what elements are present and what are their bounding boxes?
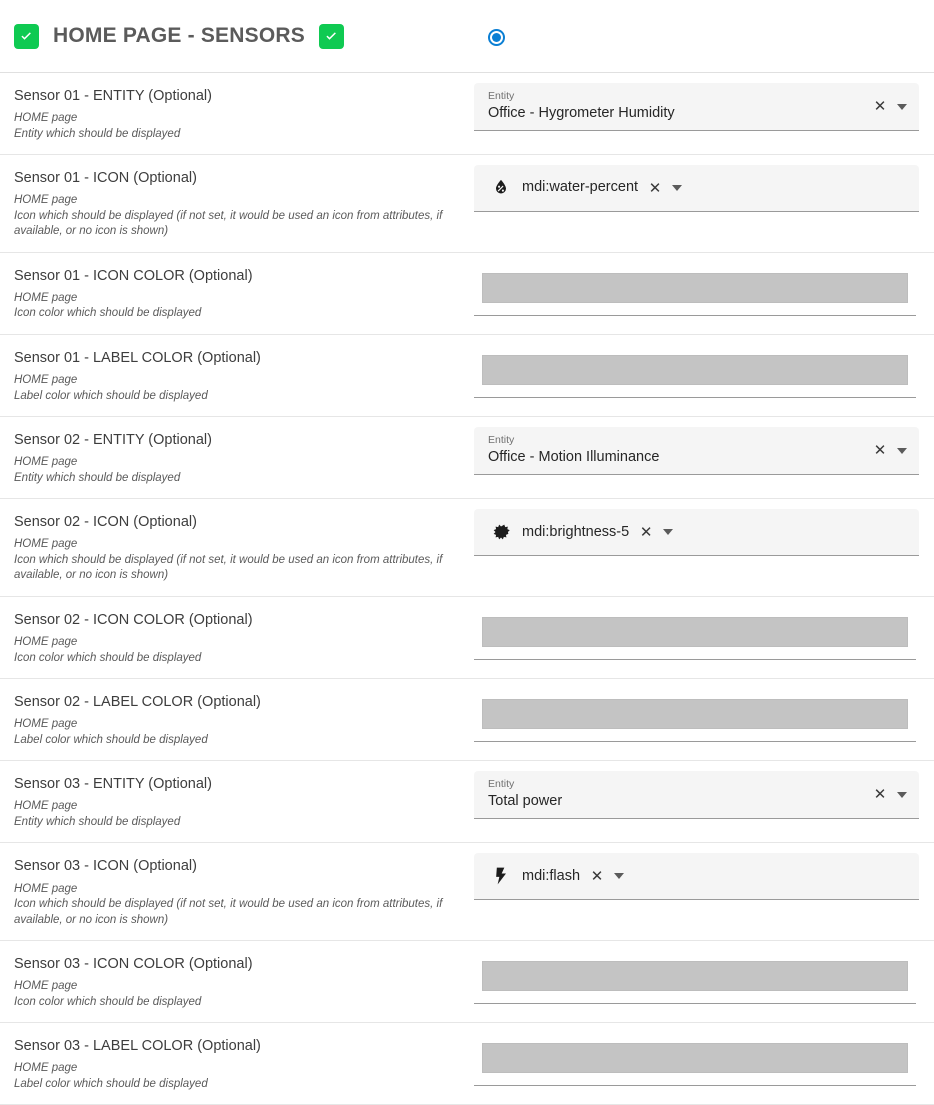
setting-row (0, 335, 934, 417)
clear-icon[interactable]: ✕ (873, 98, 887, 115)
setting-row-title: Sensor 03 - ICON COLOR (Optional) (14, 956, 253, 973)
setting-row-page: HOME page (14, 636, 78, 649)
color-swatch[interactable] (482, 355, 908, 385)
icon-picker-actions (646, 179, 684, 197)
setting-row-description (0, 1023, 474, 1104)
setting-row (0, 499, 934, 597)
radio-outer-ring (488, 29, 505, 46)
setting-row-control (474, 155, 934, 222)
header-checkbox-right[interactable] (319, 24, 344, 49)
setting-row-page: HOME page (14, 291, 78, 304)
entity-picker-body (488, 429, 863, 473)
page-header (0, 0, 934, 73)
setting-row-description (0, 155, 474, 252)
setting-row-title: Sensor 01 - LABEL COLOR (Optional) (14, 349, 261, 366)
setting-row-page: HOME page (14, 800, 78, 813)
entity-field-label: Entity (488, 89, 515, 102)
icon-picker[interactable] (474, 509, 919, 556)
setting-row-help-text: Icon color which should be displayed (14, 307, 202, 320)
setting-row (0, 679, 934, 761)
setting-row-help-text: Icon which should be displayed (if not set, it would be used an icon from attributes, if available, or no icon is shown) (14, 209, 443, 238)
setting-row-title: Sensor 02 - ENTITY (Optional) (14, 432, 212, 449)
setting-row-description (0, 499, 474, 596)
setting-row-description (0, 941, 474, 1022)
setting-row-description (0, 73, 474, 154)
flash-icon (488, 866, 514, 886)
brightness-5-icon (488, 522, 514, 542)
setting-row-control (474, 1023, 934, 1096)
setting-row-control (474, 843, 934, 910)
clear-icon[interactable]: ✕ (873, 786, 887, 804)
setting-row-help-text: Entity which should be displayed (14, 815, 181, 828)
icon-field-value[interactable]: mdi:water-percent (522, 179, 639, 196)
icon-picker-actions (637, 523, 675, 541)
setting-row-title: Sensor 02 - ICON (Optional) (14, 514, 197, 531)
entity-picker-body (488, 773, 863, 817)
setting-row-page: HOME page (14, 980, 78, 993)
setting-row-page: HOME page (14, 1062, 78, 1075)
setting-row-description (0, 253, 474, 334)
page-title: HOME PAGE - SENSORS (53, 24, 305, 47)
color-swatch[interactable] (482, 961, 908, 991)
setting-row-description (0, 417, 474, 498)
header-checkbox-left[interactable] (14, 24, 39, 49)
entity-field-value[interactable]: Office - Hygrometer Humidity (488, 105, 675, 122)
color-picker-field[interactable] (474, 345, 916, 398)
setting-row-control (474, 941, 934, 1014)
setting-row-control (474, 761, 934, 829)
setting-row-page: HOME page (14, 538, 78, 551)
setting-row (0, 597, 934, 679)
setting-row-control (474, 335, 934, 408)
radio-inner-dot (492, 33, 501, 42)
setting-row-help-text: Icon which should be displayed (if not set, it would be used an icon from attributes, if available, or no icon is shown) (14, 553, 443, 582)
setting-row-description (0, 761, 474, 842)
chevron-down-icon[interactable] (897, 104, 907, 110)
setting-row (0, 73, 934, 155)
icon-field-value[interactable]: mdi:flash (522, 867, 581, 884)
setting-row-title: Sensor 02 - ICON COLOR (Optional) (14, 611, 253, 628)
setting-row-description (0, 597, 474, 678)
setting-row-help-text: Label color which should be displayed (14, 733, 208, 746)
chevron-down-icon[interactable] (614, 873, 624, 879)
setting-row-help-text: Icon color which should be displayed (14, 995, 202, 1008)
entity-picker-body (488, 85, 863, 129)
color-swatch[interactable] (482, 1043, 908, 1073)
color-picker-field[interactable] (474, 1033, 916, 1086)
header-radio-button[interactable] (484, 25, 508, 49)
water-percent-icon (488, 178, 514, 198)
setting-row (0, 761, 934, 843)
entity-picker-actions (871, 98, 909, 116)
clear-icon[interactable]: ✕ (648, 179, 662, 197)
setting-row (0, 941, 934, 1023)
icon-picker-actions (588, 867, 626, 885)
setting-row-control (474, 679, 934, 752)
setting-row (0, 155, 934, 253)
entity-picker[interactable] (474, 771, 919, 819)
entity-picker-actions (871, 786, 909, 804)
setting-row-help-text: Entity which should be displayed (14, 471, 181, 484)
setting-row-page: HOME page (14, 882, 78, 895)
setting-row-help-text: Entity which should be displayed (14, 127, 181, 140)
entity-picker-actions (871, 442, 909, 460)
clear-icon[interactable]: ✕ (873, 442, 887, 460)
setting-row-help-text: Icon color which should be displayed (14, 651, 202, 664)
setting-row-control (474, 73, 934, 141)
setting-row-page: HOME page (14, 718, 78, 731)
chevron-down-icon[interactable] (897, 448, 907, 454)
setting-row (0, 253, 934, 335)
chevron-down-icon[interactable] (897, 792, 907, 798)
setting-row-control (474, 253, 934, 326)
color-picker-field[interactable] (474, 263, 916, 316)
setting-row (0, 843, 934, 941)
color-swatch[interactable] (482, 273, 908, 303)
icon-picker[interactable] (474, 165, 919, 212)
chevron-down-icon[interactable] (672, 185, 682, 191)
color-swatch[interactable] (482, 617, 908, 647)
setting-row (0, 417, 934, 499)
setting-row-page: HOME page (14, 456, 78, 469)
setting-row-title: Sensor 02 - LABEL COLOR (Optional) (14, 694, 261, 711)
color-picker-field[interactable] (474, 607, 916, 660)
setting-row-title: Sensor 01 - ENTITY (Optional) (14, 88, 212, 104)
setting-row-description (0, 335, 474, 416)
clear-icon[interactable]: ✕ (590, 867, 604, 885)
clear-icon[interactable]: ✕ (639, 523, 653, 541)
setting-row-title: Sensor 01 - ICON COLOR (Optional) (14, 267, 253, 284)
setting-row-help-text: Label color which should be displayed (14, 389, 208, 402)
setting-row-control (474, 417, 934, 485)
entity-field-label: Entity (488, 777, 515, 790)
setting-row (0, 1023, 934, 1105)
entity-picker[interactable] (474, 427, 919, 475)
color-picker-field[interactable] (474, 689, 916, 742)
icon-picker[interactable] (474, 853, 919, 900)
entity-field-value[interactable]: Office - Motion Illuminance (488, 449, 660, 466)
chevron-down-icon[interactable] (663, 529, 673, 535)
setting-row-page: HOME page (14, 374, 78, 387)
setting-row-title: Sensor 03 - ENTITY (Optional) (14, 776, 212, 793)
setting-row-title: Sensor 01 - ICON (Optional) (14, 170, 197, 187)
setting-row-help-text: Icon which should be displayed (if not set, it would be used an icon from attributes, if available, or no icon is shown) (14, 898, 443, 926)
setting-row-help-text: Label color which should be displayed (14, 1077, 208, 1090)
settings-list (0, 73, 934, 1105)
entity-field-label: Entity (488, 433, 515, 446)
icon-field-value[interactable]: mdi:brightness-5 (522, 523, 630, 540)
entity-field-value[interactable]: Total power (488, 793, 563, 810)
setting-row-description (0, 679, 474, 760)
color-swatch[interactable] (482, 699, 908, 729)
setting-row-description (0, 843, 474, 940)
setting-row-title: Sensor 03 - LABEL COLOR (Optional) (14, 1038, 261, 1055)
color-picker-field[interactable] (474, 951, 916, 1004)
setting-row-control (474, 499, 934, 566)
entity-picker[interactable] (474, 83, 919, 131)
setting-row-title: Sensor 03 - ICON (Optional) (14, 858, 197, 875)
setting-row-control (474, 597, 934, 670)
setting-row-page: HOME page (14, 194, 78, 207)
setting-row-page: HOME page (14, 112, 78, 125)
